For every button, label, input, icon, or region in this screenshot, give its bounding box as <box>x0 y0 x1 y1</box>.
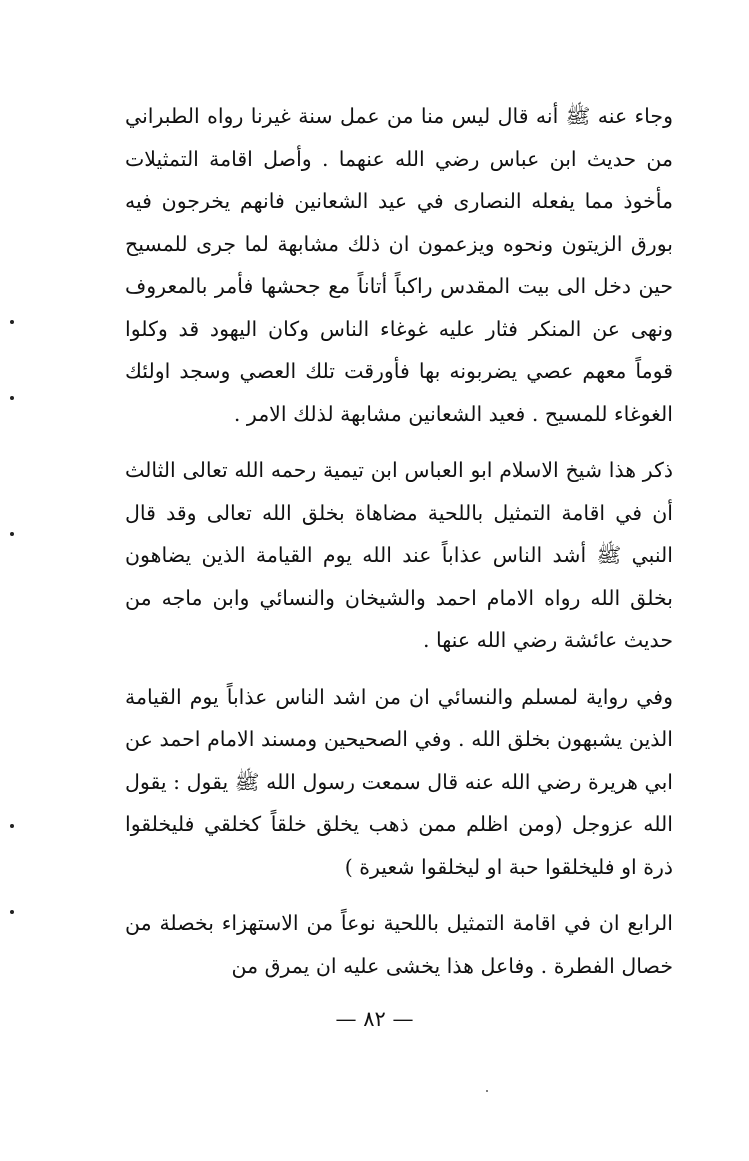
margin-mark <box>10 532 14 536</box>
page-number: — ٨٢ — <box>335 1007 414 1031</box>
paper-speck <box>486 1090 488 1092</box>
paragraph-1: وجاء عنه ﷺ أنه قال ليس منا من عمل سنة غيرنا رواه الطبراني من حديث ابن عباس رضي الله عنهما . وأصل اقامة التمثيلات مأخوذ مما يفعله النصارى في عيد الشعانين فانهم يخرجون فيه بورق الزيتون ونحوه ويزعمون ان ذلك مشابهة لما جرى للمسيح حين دخل الى بيت المقدس راكباً أتاناً مع جحشها فأمر بالمعروف ونهى عن المنكر فثار عليه غوغاء الناس وكان اليهود قد وكلوا قوماً معهم عصي يضربونه بها فأورقت تلك العصي وسجد اولئك الغوغاء للمسيح . فعيد الشعانين مشابهة لذلك الامر . <box>125 104 673 426</box>
paragraph-2: ذكر هذا شيخ الاسلام ابو العباس ابن تيمية رحمه الله تعالى الثالث أن في اقامة التمثيل باللحية مضاهاة بخلق الله تعالى وقد قال النبي ﷺ أشد الناس عذاباً عند الله يوم القيامة الذين يضاهون بخلق الله رواه الامام احمد والشيخان والنسائي وابن ماجه من حديث عائشة رضي الله عنها . <box>125 458 673 652</box>
margin-mark <box>10 824 14 828</box>
page-body-text <box>125 95 673 987</box>
margin-mark <box>10 910 14 914</box>
paragraph-3: وفي رواية لمسلم والنسائي ان من اشد الناس عذاباً يوم القيامة الذين يشبهون بخلق الله . وفي الصحيحين ومسند الامام احمد عن ابي هريرة رضي الله عنه قال سمعت رسول الله ﷺ يقول : يقول الله عزوجل (ومن اظلم ممن ذهب يخلق خلقاً كخلقي فليخلقوا ذرة او فليخلقوا حبة او ليخلقوا شعيرة ) <box>125 684 673 879</box>
margin-mark <box>10 320 14 324</box>
margin-mark <box>10 396 14 400</box>
paragraph-4: الرابع ان في اقامة التمثيل باللحية نوعاً من الاستهزاء بخصلة من خصال الفطرة . وفاعل هذا يخشى عليه ان يمرق من <box>125 911 673 978</box>
